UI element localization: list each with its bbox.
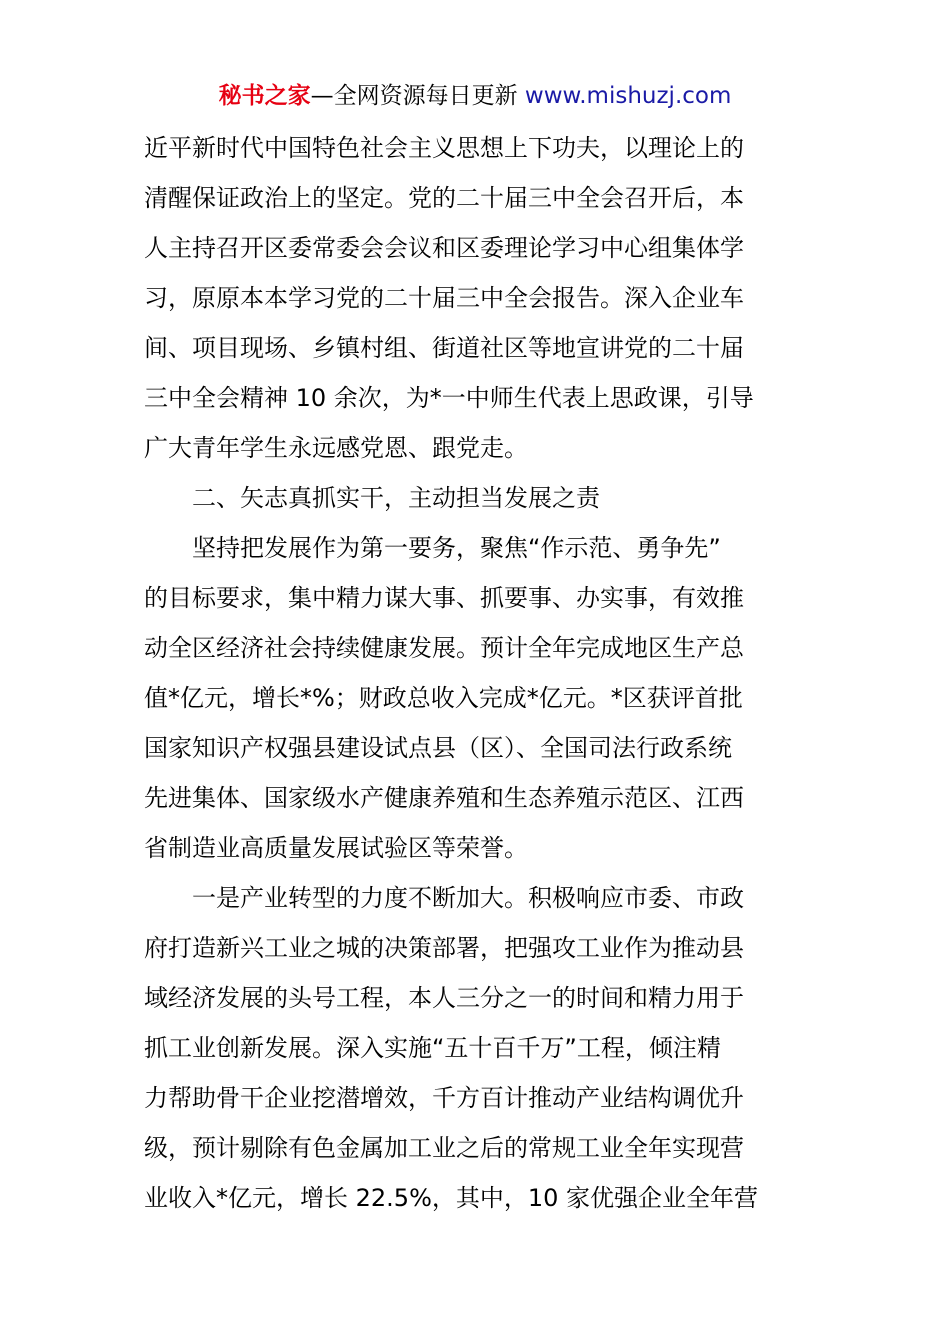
- site-url-link[interactable]: www.mishuzj.com: [524, 83, 732, 109]
- text-line: 抓工业创新发展。深入实施“五十百千万”工程，倾注精: [144, 1034, 721, 1062]
- text-line: 三中全会精神 10 余次，为*一中师生代表上思政课，引导: [144, 384, 754, 412]
- paragraph-start: 一是产业转型的力度不断加大。积极响应市委、市政: [192, 884, 744, 912]
- text-line: 省制造业高质量发展试验区等荣誉。: [144, 834, 528, 862]
- text-line: 先进集体、国家级水产健康养殖和生态养殖示范区、江西: [144, 784, 744, 812]
- site-tagline: —全网资源每日更新: [310, 83, 518, 109]
- text-line: 广大青年学生永远感党恩、跟党走。: [144, 434, 528, 462]
- site-brand: 秘书之家: [218, 83, 311, 109]
- text-line: 间、项目现场、乡镇村组、街道社区等地宣讲党的二十届: [144, 334, 744, 362]
- text-line: 国家知识产权强县建设试点县（区）、全国司法行政系统: [144, 734, 732, 762]
- text-line: 级，预计剔除有色金属加工业之后的常规工业全年实现营: [144, 1134, 744, 1162]
- text-line: 域经济发展的头号工程，本人三分之一的时间和精力用于: [144, 984, 744, 1012]
- text-line: 业收入*亿元，增长 22.5%，其中，10 家优强企业全年营: [144, 1184, 759, 1212]
- text-line: 府打造新兴工业之城的决策部署，把强攻工业作为推动县: [144, 934, 744, 962]
- text-line: 值*亿元，增长*%；财政总收入完成*亿元。*区获评首批: [144, 684, 743, 712]
- text-line: 的目标要求，集中精力谋大事、抓要事、办实事，有效推: [144, 584, 744, 612]
- text-line: 近平新时代中国特色社会主义思想上下功夫，以理论上的: [144, 134, 744, 162]
- text-line: 动全区经济社会持续健康发展。预计全年完成地区生产总: [144, 634, 744, 662]
- text-line: 人主持召开区委常委会会议和区委理论学习中心组集体学: [144, 234, 744, 262]
- section-heading: 二、矢志真抓实干，主动担当发展之责: [192, 484, 600, 512]
- text-line: 清醒保证政治上的坚定。党的二十届三中全会召开后，本: [144, 184, 744, 212]
- document-body: [144, 123, 808, 1223]
- site-header: [0, 80, 950, 112]
- text-line: 力帮助骨干企业挖潜增效，千方百计推动产业结构调优升: [144, 1084, 744, 1112]
- paragraph-start: 坚持把发展作为第一要务，聚焦“作示范、勇争先”: [192, 534, 721, 562]
- text-line: 习，原原本本学习党的二十届三中全会报告。深入企业车: [144, 284, 744, 312]
